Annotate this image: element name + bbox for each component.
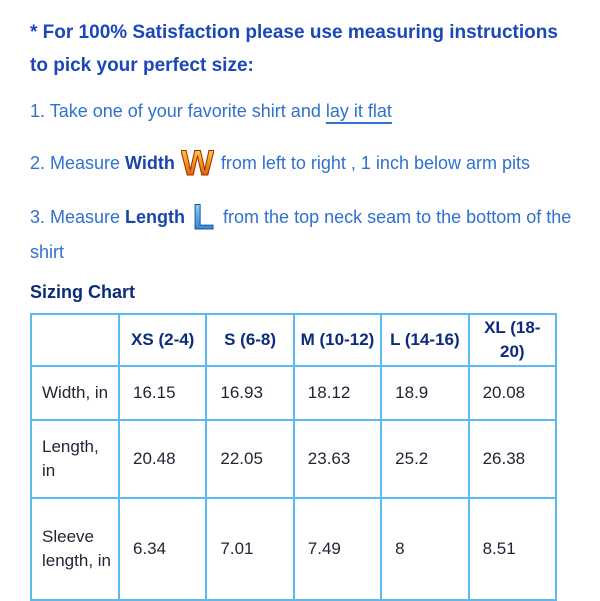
table-cell: 8.51 [469,498,556,600]
column-header-xs: XS (2-4) [119,314,206,366]
length-keyword: Length [125,206,186,227]
table-cell: 7.49 [294,498,381,600]
table-row-width [31,366,556,420]
row-label-cell: Width, in [31,366,119,420]
sizing-chart-table [30,313,557,601]
width-letter-w-icon [181,143,214,183]
row-label-cell: Length, in [31,420,119,498]
length-letter-glyph: L [192,198,215,237]
column-header-l: L (14-16) [381,314,468,366]
satisfaction-heading [30,16,580,82]
lay-it-flat-underlined-text: lay it flat [325,101,392,121]
row-label-cell: Sleeve length, in [31,498,119,600]
table-cell: 8 [381,498,468,600]
table-cell: 16.15 [119,366,206,420]
column-header-xl: XL (18-20) [469,314,556,366]
table-cell: 16.93 [206,366,293,420]
table-row-sleeve-length [31,498,556,600]
table-cell: 18.9 [381,366,468,420]
table-header-row [31,314,556,366]
table-cell: 25.2 [381,420,468,498]
table-cell: 22.05 [206,420,293,498]
table-cell: 6.34 [119,498,206,600]
step-lay-flat [30,96,580,126]
table-cell: 20.48 [119,420,206,498]
step-measure-width-post: from left to right , 1 inch below arm pits [220,152,530,173]
column-header-s: S (6-8) [206,314,293,366]
satisfaction-heading-line2: to pick your perfect size: [30,55,254,76]
table-cell: 7.01 [206,498,293,600]
table-cell: 23.63 [294,420,381,498]
table-row-length [31,420,556,498]
step-lay-flat-text: 1. Take one of your favorite shirt and [30,101,321,121]
step-measure-length-post: from the top neck seam to the bottom of the shirt [30,206,572,262]
length-letter-l-icon [191,197,216,237]
table-cell: 18.12 [294,366,381,420]
table-cell: 20.08 [469,366,556,420]
satisfaction-heading-line1: * For 100% Satisfaction please use measuring instructions [30,22,558,43]
step-measure-length [30,198,578,266]
step-measure-width [30,144,580,184]
step-measure-length-pre: 3. Measure [30,206,121,227]
sizing-chart-title: Sizing Chart [30,282,136,302]
width-letter-glyph: W [180,144,214,183]
column-header-m: M (10-12) [294,314,381,366]
width-keyword: Width [125,152,175,173]
step-measure-width-pre: 2. Measure [30,152,121,173]
column-header-empty [31,314,119,366]
table-cell: 26.38 [469,420,556,498]
